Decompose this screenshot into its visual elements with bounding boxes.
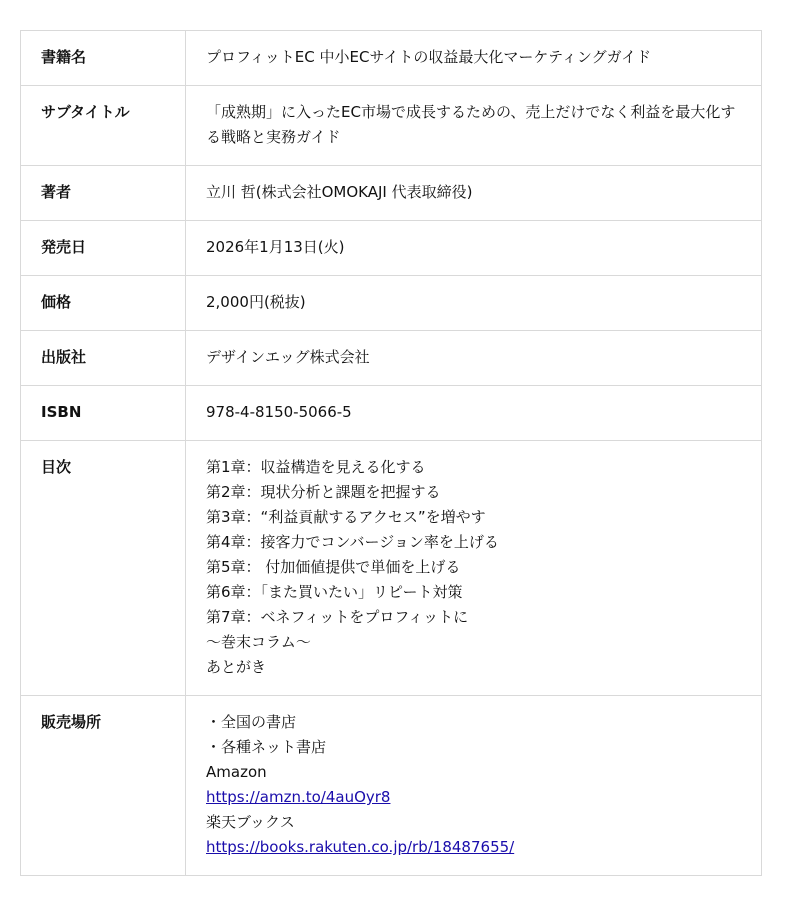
- toc-item: 第1章：収益構造を見える化する: [206, 458, 426, 476]
- toc-list: [186, 441, 762, 696]
- rakuten-link[interactable]: https://books.rakuten.co.jp/rb/18487655/: [206, 838, 515, 856]
- table-row-title: [21, 31, 762, 86]
- publisher-value: デザインエッグ株式会社: [186, 331, 762, 386]
- toc-item: あとがき: [206, 658, 267, 676]
- table-row-release: [21, 221, 762, 276]
- row-label: ISBN: [21, 386, 186, 441]
- row-label: 発売日: [21, 221, 186, 276]
- row-label: 出版社: [21, 331, 186, 386]
- amazon-link[interactable]: https://amzn.to/4auOyr8: [206, 788, 391, 806]
- book-info-table: [20, 30, 762, 876]
- isbn-value: 978-4-8150-5066-5: [186, 386, 762, 441]
- table-row-price: [21, 276, 762, 331]
- toc-item: 第4章：接客力でコンバージョン率を上げる: [206, 533, 499, 551]
- row-label: サブタイトル: [21, 86, 186, 166]
- amazon-label: Amazon: [206, 763, 267, 781]
- subtitle-value: [186, 86, 762, 166]
- rakuten-label: 楽天ブックス: [206, 813, 295, 831]
- row-label: 販売場所: [21, 696, 186, 876]
- table-row-publisher: [21, 331, 762, 386]
- toc-item: 〜巻末コラム〜: [206, 633, 311, 651]
- table-row-isbn: [21, 386, 762, 441]
- stores-value: [186, 696, 762, 876]
- release-date-value: 2026年1月13日(火): [186, 221, 762, 276]
- table-row-author: [21, 166, 762, 221]
- table-row-toc: [21, 441, 762, 696]
- toc-item: 第5章： 付加価値提供で単価を上げる: [206, 558, 461, 576]
- row-label: 目次: [21, 441, 186, 696]
- toc-item: 第7章：ベネフィットをプロフィットに: [206, 608, 469, 626]
- row-label: 価格: [21, 276, 186, 331]
- toc-item: 第2章：現状分析と課題を把握する: [206, 483, 441, 501]
- book-title-value: プロフィットEC 中小ECサイトの収益最大化マーケティングガイド: [186, 31, 762, 86]
- subtitle-text: 「成熟期」に入ったEC市場で成長するための、売上だけでなく利益を最大化する戦略と実務ガイド: [206, 103, 736, 146]
- toc-item: 第3章：“利益貢献するアクセス”を増やす: [206, 508, 486, 526]
- store-bookstores: ・全国の書店: [206, 713, 297, 731]
- author-value: 立川 哲(株式会社OMOKAJI 代表取締役): [186, 166, 762, 221]
- table-row-stores: [21, 696, 762, 876]
- row-label: 書籍名: [21, 31, 186, 86]
- store-online: ・各種ネット書店: [206, 738, 327, 756]
- toc-item: 第6章：「また買いたい」リピート対策: [206, 583, 463, 601]
- price-value: 2,000円(税抜): [186, 276, 762, 331]
- book-info-container: [20, 30, 762, 876]
- table-row-subtitle: [21, 86, 762, 166]
- row-label: 著者: [21, 166, 186, 221]
